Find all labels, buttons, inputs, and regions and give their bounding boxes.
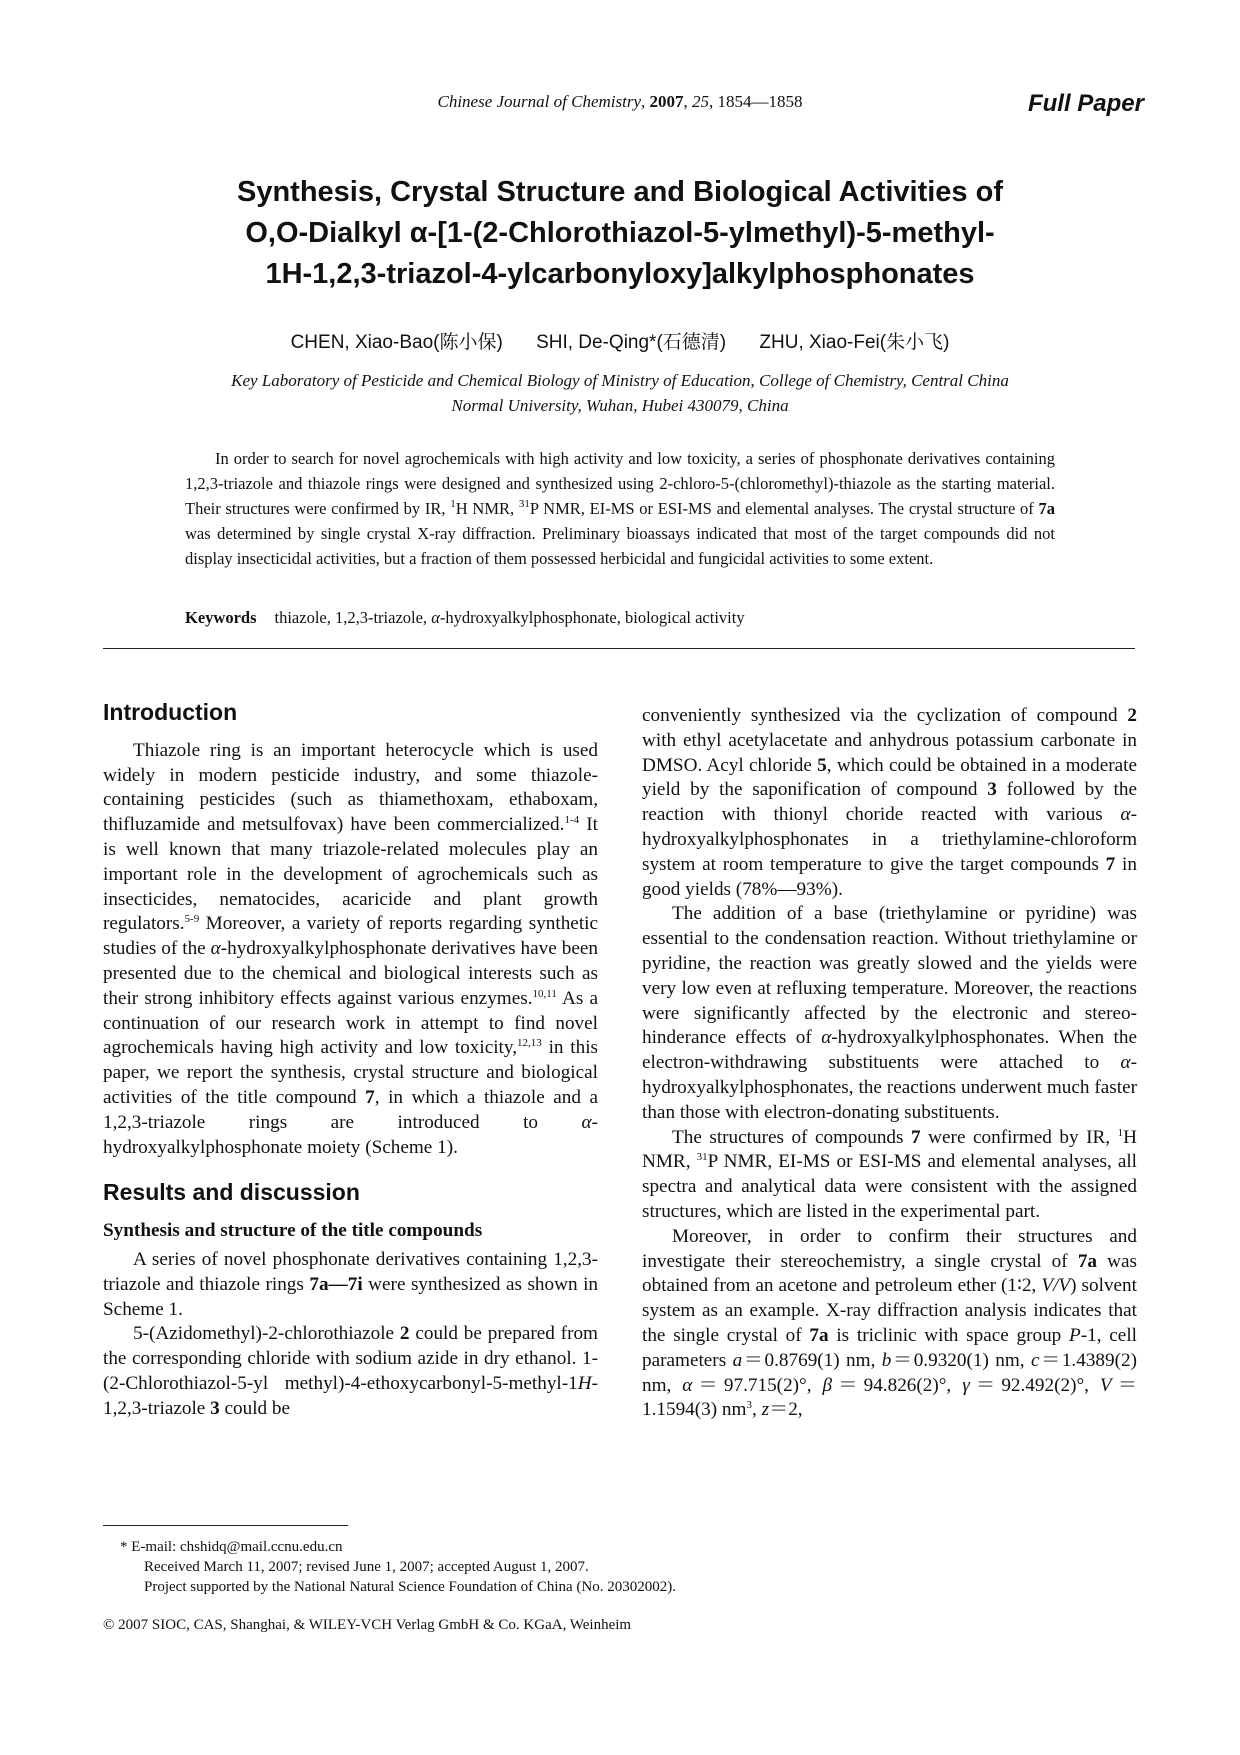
body-text: ＝97.715(2)°,: [692, 1374, 823, 1396]
affiliation-line-1: Key Laboratory of Pesticide and Chemical Biology of Ministry of Education, College of Chemistry, Central China: [231, 371, 1009, 390]
body-text: conveniently synthesized via the cyclization of compound: [642, 705, 1128, 726]
body-text: ＝2,: [769, 1399, 803, 1421]
right-paragraph-3: [642, 1126, 1137, 1225]
body-text: -hydroxyalkylphosphonates in a triethylamine-chloroform system at room temperature to give the target compounds: [642, 804, 1137, 875]
body-text: were synthesized as shown in Scheme 1.: [103, 1273, 599, 1320]
compound-label: 3: [210, 1397, 220, 1419]
abstract-text: was determined by single crystal X-ray diffraction. Preliminary bioassays indicated that most of the target compounds did not display insecticidal activities, but a fraction of them possessed herbicidal and fungicidal activities to some extent.: [185, 524, 1055, 568]
greek-symbol: α: [682, 1374, 693, 1396]
body-text: A series of novel phosphonate derivatives containing 1,2,3-triazole and thiazole rings: [103, 1248, 598, 1295]
keywords-label: Keywords: [185, 608, 257, 627]
compound-label: 7: [911, 1126, 921, 1148]
body-text: in this paper, we report the synthesis, crystal structure and biological activities of the title compound: [103, 1037, 598, 1108]
reference-marker: 10,11: [532, 987, 557, 1000]
greek-symbol: α: [1120, 804, 1131, 826]
body-text: ＝1.1594(3) nm: [642, 1374, 1138, 1421]
title-line-2: O,O-Dialkyl α-[1-(2-Chlorothiazol-5-ylmethyl)-5-methyl-: [245, 217, 995, 249]
right-paragraph-2: [642, 902, 1137, 1125]
affiliation-line-2: Normal University, Wuhan, Hubei 430079, China: [451, 396, 789, 415]
reference-marker: 5-9: [184, 913, 200, 926]
compound-label: 7: [1105, 853, 1116, 875]
left-column: [103, 700, 598, 1422]
italic-text: c: [1030, 1349, 1040, 1371]
reference-marker: 1-4: [564, 814, 580, 827]
body-text: H NMR,: [642, 1126, 1137, 1173]
superscript: 31: [518, 498, 530, 510]
compound-label: 7a: [809, 1324, 829, 1346]
body-text: Moreover, in order to confirm their structures and investigate their stereochemistry, a single crystal of: [642, 1225, 1137, 1272]
title-line-1: Synthesis, Crystal Structure and Biological Activities of: [236, 176, 1003, 208]
body-text: ＝92.492(2)°,: [969, 1374, 1100, 1396]
reference-marker: 12,13: [517, 1037, 542, 1050]
body-text: -hydroxyalkylphosphonates. When the electron-withdrawing substituents were attached to: [642, 1027, 1137, 1074]
author-3: ZHU, Xiao-Fei(朱小飞): [759, 332, 950, 353]
copyright-notice: © 2007 SIOC, CAS, Shanghai, & WILEY-VCH Verlag GmbH & Co. KGaA, Weinheim: [103, 1617, 632, 1633]
abstract-text: H NMR,: [455, 499, 519, 518]
body-text: -hydroxyalkylphosphonate derivatives have been presented due to the chemical and biological interests such as their strong inhibitory effects against various enzymes.: [103, 938, 598, 1009]
body-text: could be: [219, 1397, 291, 1419]
body-text: ＝1.4389(2) nm,: [642, 1349, 1137, 1396]
italic-text: V/V: [1041, 1275, 1071, 1297]
body-text: , which could be obtained in a moderate yield by the saponification of compound: [642, 754, 1137, 801]
author-2: SHI, De-Qing*(石德清): [536, 332, 727, 353]
body-text: with ethyl acetylacetate and anhydrous potassium carbonate in DMSO. Acyl chloride: [642, 729, 1137, 776]
body-text: ＝0.9320(1) nm,: [891, 1349, 1031, 1371]
greek-symbol: α: [1120, 1052, 1131, 1074]
keywords: [185, 608, 1055, 628]
right-paragraph-4: [642, 1225, 1137, 1423]
results-paragraph-2: [103, 1322, 598, 1421]
body-text: was obtained from an acetone and petroleum ether (1∶2,: [642, 1250, 1137, 1297]
body-text: It is well known that many triazole-related molecules play an important role in the development of agrochemicals such as insecticides, nematocides, acaricide and plant growth regulators.: [103, 814, 598, 935]
body-text: -1,2,3-triazole: [103, 1372, 598, 1419]
body-text: followed by the reaction with thionyl choride reacted with various: [642, 779, 1137, 826]
paper-title: [200, 172, 1040, 295]
introduction-heading: Introduction: [103, 699, 238, 725]
paper-type-label: Full Paper: [1027, 90, 1144, 117]
greek-symbol: β: [822, 1374, 833, 1396]
journal-name: Chinese Journal of Chemistry: [437, 92, 641, 111]
body-text: could be prepared from the corresponding chloride with sodium azide in dry ethanol. 1-(2-Chlorothiazol-5-yl methyl)-4-ethoxycarbonyl-5-methyl-1: [103, 1323, 598, 1394]
compound-label: 2: [399, 1323, 410, 1345]
footnote-project: Project supported by the National Natural Science Foundation of China (No. 20302002).: [144, 1579, 676, 1595]
italic-text: H: [577, 1372, 592, 1394]
body-text: 5-(Azidomethyl)-2-chlorothiazole: [133, 1323, 400, 1345]
body-text: ＝0.8769(1) nm,: [742, 1349, 882, 1371]
greek-symbol: α: [210, 938, 221, 960]
greek-symbol: α: [581, 1111, 592, 1133]
results-paragraph-1: [103, 1248, 598, 1322]
body-text: -1, cell parameters: [642, 1324, 1137, 1371]
header-divider: [103, 648, 1135, 649]
compound-label: 7a—7i: [309, 1273, 363, 1295]
journal-year: 2007: [649, 92, 684, 111]
journal-citation: Chinese Journal of Chemistry, 2007, 25, 1854—1858: [437, 92, 803, 111]
author-list: [0, 327, 1240, 354]
footnote-divider: [103, 1525, 348, 1526]
body-text: -hydroxyalkylphosphonate moiety (Scheme 1).: [103, 1111, 598, 1158]
italic-text: V: [1099, 1374, 1112, 1396]
compound-label: 7: [365, 1086, 375, 1108]
superscript: 31: [696, 1151, 708, 1164]
body-text: is triclinic with space group: [828, 1324, 1070, 1346]
superscript: 3: [746, 1399, 752, 1412]
journal-volume: 25: [692, 92, 709, 111]
compound-label: 7a: [1038, 499, 1055, 518]
abstract-text: In order to search for novel agrochemicals with high activity and low toxicity, a series of phosphonate derivatives containing 1,2,3-triazole and thiazole rings were designed and synthesized using 2-chloro-5-(chloromethyl)-thiazole as the starting material. Their structures were confirmed by IR,: [185, 449, 1055, 518]
body-text: , in which a thiazole and a 1,2,3-triazole rings are introduced to: [103, 1086, 598, 1133]
body-text: in good yields (78%—93%).: [642, 853, 1137, 900]
superscript: 1: [1117, 1126, 1124, 1139]
journal-pages: 1854—1858: [717, 92, 803, 111]
body-text: -hydroxyalkylphosphonates, the reactions underwent much faster than those with electron-donating substituents.: [642, 1052, 1137, 1123]
body-text: ＝94.826(2)°,: [832, 1374, 963, 1396]
body-text: Moreover, a variety of reports regarding synthetic studies of the: [103, 913, 598, 960]
italic-text: P: [1069, 1324, 1081, 1346]
italic-text: b: [881, 1349, 892, 1371]
compound-label: 5: [817, 754, 827, 776]
results-subheading: Synthesis and structure of the title compounds: [103, 1220, 483, 1242]
superscript: 1: [450, 498, 456, 510]
italic-text: z: [761, 1399, 770, 1421]
footnote-email: * E-mail: chshidq@mail.ccnu.edu.cn: [120, 1539, 343, 1555]
body-text: ,: [751, 1399, 762, 1421]
keyword-text: -hydroxyalkylphosphonate, biological activity: [439, 608, 745, 627]
body-text: P NMR, EI-MS or ESI-MS and elemental analyses, all spectra and analytical data were consistent with the assigned structures, which are listed in the experimental part.: [642, 1151, 1137, 1222]
title-line-3: 1H-1,2,3-triazol-4-ylcarbonyloxy]alkylphosphonates: [265, 258, 975, 290]
abstract: [185, 446, 1055, 571]
footnote-received: Received March 11, 2007; revised June 1, 2007; accepted August 1, 2007.: [144, 1559, 589, 1575]
affiliation: [180, 368, 1060, 418]
body-text: The structures of compounds: [672, 1126, 912, 1148]
results-heading: Results and discussion: [103, 1179, 360, 1206]
introduction-paragraph: [103, 739, 598, 1161]
compound-label: 2: [1127, 705, 1137, 726]
right-column: [642, 704, 1137, 1423]
greek-symbol: γ: [962, 1374, 970, 1396]
italic-text: a: [732, 1349, 743, 1371]
body-text: ) solvent system as an example. X-ray diffraction analysis indicates that the single crystal of: [642, 1275, 1137, 1346]
keyword-text: α: [431, 608, 440, 627]
body-text: The addition of a base (triethylamine or pyridine) was essential to the condensation reaction. Without triethylamine or pyridine, the reaction was greatly slowed and the yields were very low even at refluxing temperature. Moreover, the reactions were significantly affected by the electronic and stereo-hinderance effects of: [642, 903, 1137, 1049]
abstract-text: P NMR, EI-MS or ESI-MS and elemental analyses. The crystal structure of: [529, 499, 1039, 518]
footnotes: [120, 1537, 1020, 1597]
body-text: Thiazole ring is an important heterocycle which is used widely in modern pesticide industry, and some thiazole-containing pesticides (such as thiamethoxam, ethaboxam, thifluzamide and metsulfovax) have been commercialized.: [103, 739, 598, 836]
author-1: CHEN, Xiao-Bao(陈小保): [290, 332, 503, 353]
body-text: As a continuation of our research work in attempt to find novel agrochemicals having high activity and low toxicity,: [103, 987, 599, 1059]
body-text: were confirmed by IR,: [920, 1126, 1118, 1148]
compound-label: 7a: [1077, 1250, 1097, 1272]
right-paragraph-1: [642, 704, 1137, 902]
greek-symbol: α: [821, 1027, 832, 1049]
keyword-text: thiazole, 1,2,3-triazole,: [274, 608, 432, 627]
compound-label: 3: [987, 779, 997, 801]
